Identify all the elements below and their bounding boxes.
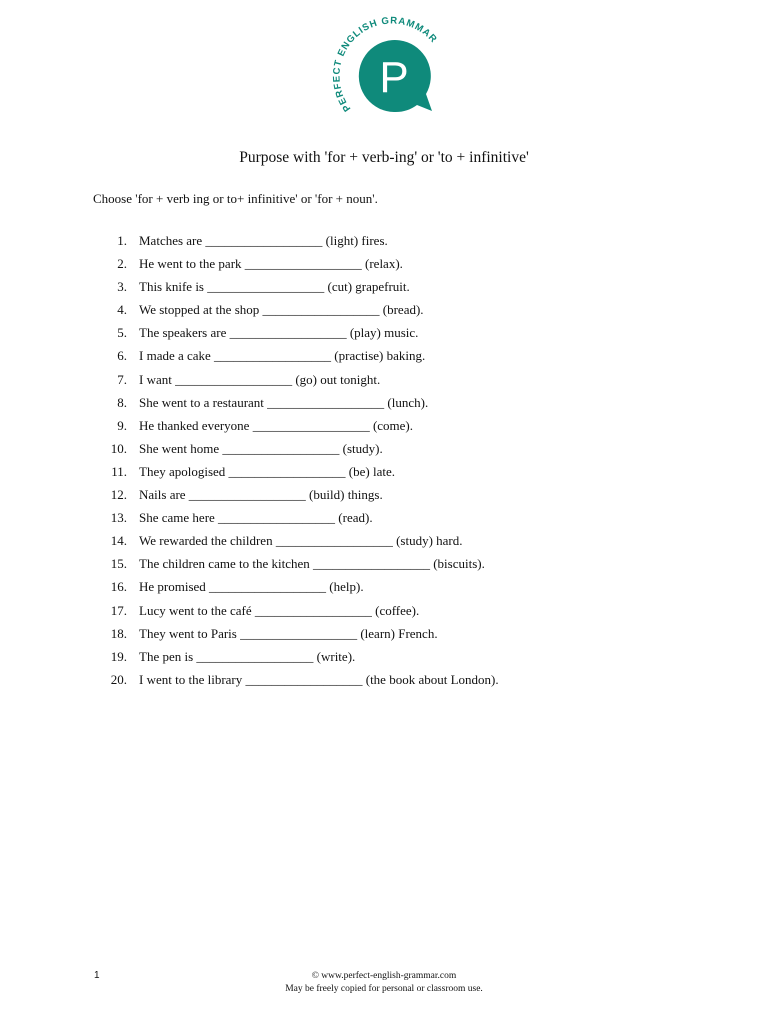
exercise-sentence: This knife is __________________ (cut) grapefruit. bbox=[139, 279, 410, 295]
exercise-number: 13. bbox=[110, 510, 127, 526]
page-title: Purpose with 'for + verb-ing' or 'to + infinitive' bbox=[239, 149, 529, 166]
exercise-number: 10. bbox=[110, 440, 127, 456]
exercise-sentence: He promised __________________ (help). bbox=[139, 579, 364, 595]
copyright-notice: © www.perfect-english-grammar.com bbox=[311, 971, 457, 981]
exercise-sentence: She went to a restaurant __________________ (lunch). bbox=[139, 394, 429, 410]
logo-lettering: PERFECT ENGLISH GRAMMAR bbox=[331, 15, 440, 114]
exercise-number: 19. bbox=[110, 648, 127, 664]
exercise-sentence: They went to Paris __________________ (learn) French. bbox=[139, 625, 438, 641]
exercise-sentence: He thanked everyone __________________ (come). bbox=[139, 417, 414, 433]
exercise-sentence: She came here __________________ (read). bbox=[139, 510, 373, 526]
logo-letter-p: P bbox=[379, 53, 409, 102]
exercise-number: 6. bbox=[117, 348, 127, 364]
exercise-number: 5. bbox=[117, 325, 127, 341]
exercise-sentence: They apologised __________________ (be) late. bbox=[139, 463, 395, 479]
exercise-sentence: He went to the park __________________ (relax). bbox=[139, 256, 403, 272]
exercise-number: 17. bbox=[110, 602, 127, 618]
exercise-number: 8. bbox=[117, 394, 127, 410]
exercise-number: 14. bbox=[110, 533, 127, 549]
exercise-sentence: I made a cake __________________ (practise) baking. bbox=[139, 348, 426, 364]
perfect-english-grammar-logo bbox=[328, 14, 448, 124]
exercise-number: 3. bbox=[117, 279, 127, 295]
exercise-sentence: Nails are __________________ (build) things. bbox=[139, 487, 383, 503]
exercise-number: 12. bbox=[110, 487, 127, 503]
instructions: Choose 'for + verb ing or to+ infinitive' or 'for + noun'. bbox=[93, 191, 378, 206]
exercise-number: 4. bbox=[117, 302, 127, 318]
exercise-number: 1. bbox=[117, 233, 127, 248]
exercise-number: 16. bbox=[110, 579, 127, 595]
exercise-sentence: Lucy went to the café __________________ (coffee). bbox=[139, 602, 420, 618]
exercise-sentence: The pen is __________________ (write). bbox=[139, 648, 356, 664]
exercise-sentence: The speakers are __________________ (play) music. bbox=[139, 325, 419, 341]
exercise-number: 2. bbox=[117, 256, 127, 272]
footer bbox=[0, 970, 768, 995]
exercise-sentence: We rewarded the children __________________ (study) hard. bbox=[139, 533, 463, 549]
page-number: 1 bbox=[94, 970, 100, 981]
license-notice: May be freely copied for personal or classroom use. bbox=[285, 983, 483, 994]
exercise-sentence: The children came to the kitchen __________________ (biscuits). bbox=[139, 556, 485, 572]
exercise-sentence: I went to the library __________________ (the book about London). bbox=[139, 671, 499, 687]
logo-mark bbox=[328, 14, 448, 124]
exercise-sentence: Matches are __________________ (light) fires. bbox=[139, 233, 388, 248]
exercise-number: 7. bbox=[117, 371, 127, 387]
exercise-number: 18. bbox=[110, 625, 127, 641]
exercise-sentence: We stopped at the shop __________________ (bread). bbox=[139, 302, 424, 318]
exercise-number: 20. bbox=[110, 671, 127, 687]
exercise-sentence: She went home __________________ (study). bbox=[139, 440, 383, 456]
exercise-number: 15. bbox=[110, 556, 127, 572]
exercise-number: 11. bbox=[111, 463, 127, 479]
exercise-number: 9. bbox=[117, 417, 127, 433]
exercise-sentence: I want __________________ (go) out tonight. bbox=[139, 371, 381, 387]
